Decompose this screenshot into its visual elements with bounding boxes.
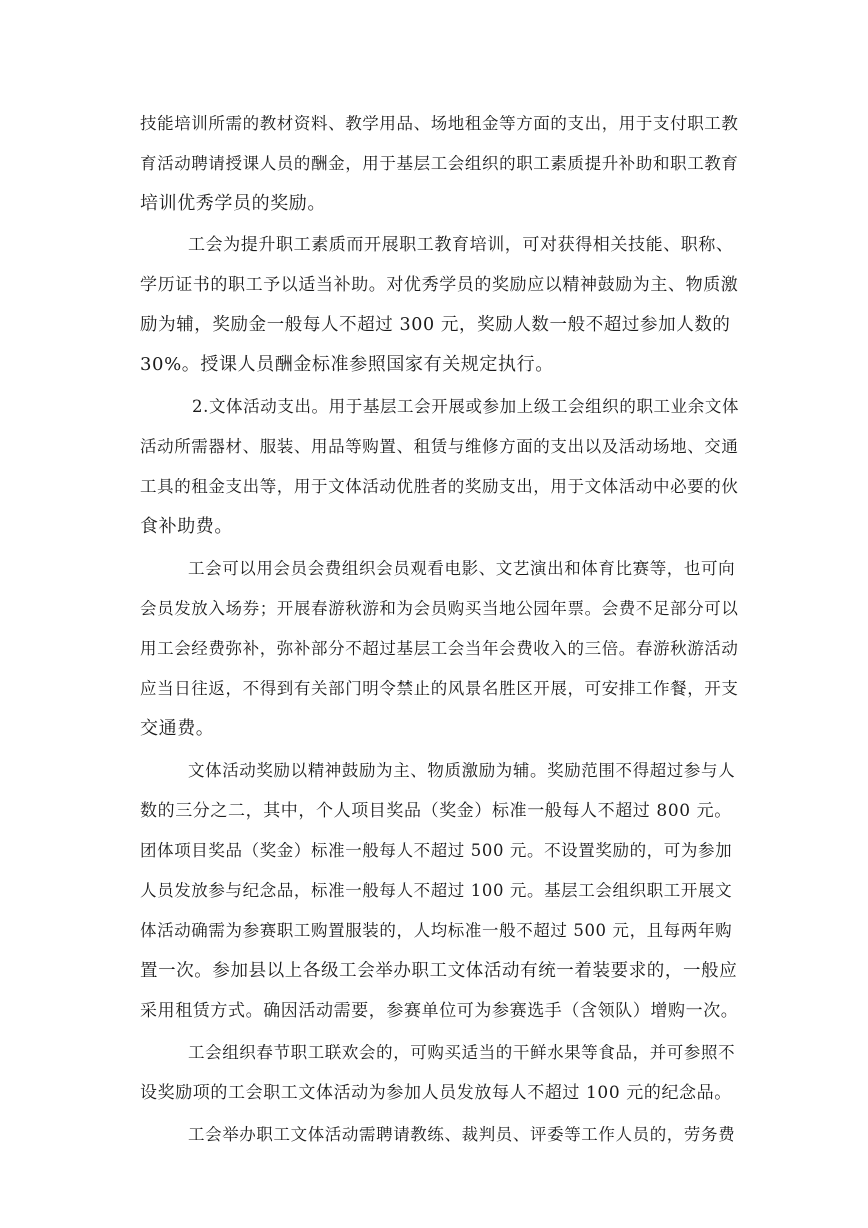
text-line: 交通费。: [140, 718, 215, 739]
text-line: 会员发放入场券；开展春游秋游和为会员购买当地公园年票。会费不足部分可以: [140, 599, 739, 618]
text-line: 育活动聘请授课人员的酬金，用于基层工会组织的职工素质提升补助和职工教育: [140, 154, 739, 173]
text-line: 2.文体活动支出。用于基层工会开展或参加上级工会组织的职工业余文体: [192, 397, 740, 416]
text-line: 工会为提升职工素质而开展职工教育培训，可对获得相关技能、职称、: [188, 235, 734, 255]
text-line: 励为辅，奖励金一般每人不超过 300 元，奖励人数一般不超过参加人数的: [140, 315, 731, 335]
text-line: 30%。授课人员酬金标准参照国家有关规定执行。: [140, 354, 554, 375]
text-line: 学历证书的职工予以适当补助。对优秀学员的奖励应以精神鼓励为主、物质激: [140, 275, 739, 295]
text-line: 食补助费。: [140, 516, 233, 537]
text-line: 工会可以用会员会费组织会员观看电影、文艺演出和体育比赛等，也可向: [188, 559, 736, 578]
text-line: 数的三分之二，其中，个人项目奖品（奖金）标准一般每人不超过 800 元。: [140, 801, 732, 821]
text-line: 人员发放参与纪念品，标准一般每人不超过 100 元。基层工会组织职工开展文: [140, 881, 733, 900]
text-line: 工会举办职工文体活动需聘请教练、裁判员、评委等工作人员的，劳务费: [188, 1125, 736, 1144]
text-line: 技能培训所需的教材资料、教学用品、场地租金等方面的支出，用于支付职工教: [140, 114, 739, 133]
text-line: 用工会经费弥补，弥补部分不超过基层工会当年会费收入的三倍。春游秋游活动: [140, 639, 739, 658]
text-line: 置一次。参加县以上各级工会举办职工文体活动有统一着装要求的，一般应: [140, 961, 738, 981]
text-line: 体活动确需为参赛职工购置服装的，人均标准一般不超过 500 元，且每两年购: [140, 921, 733, 940]
text-line: 设奖励项的工会职工文体活动为参加人员发放每人不超过 100 元的纪念品。: [140, 1083, 732, 1103]
text-line: 文体活动奖励以精神鼓励为主、物质激励为辅。奖励范围不得超过参与人: [188, 761, 736, 780]
text-line: 培训优秀学员的奖励。: [140, 193, 326, 214]
text-line: 活动所需器材、服装、用品等购置、租赁与维修方面的支出以及活动场地、交通: [140, 437, 739, 456]
text-line: 工具的租金支出等，用于文体活动优胜者的奖励支出，用于文体活动中必要的伙: [140, 477, 739, 496]
text-line: 团体项目奖品（奖金）标准一般每人不超过 500 元。不设置奖励的，可为参加: [140, 841, 733, 860]
text-line: 应当日往返，不得到有关部门明令禁止的风景名胜区开展，可安排工作餐，开支: [140, 679, 739, 698]
text-line: 采用租赁方式。确因活动需要，参赛单位可为参赛选手（含领队）增购一次。: [140, 1001, 739, 1021]
text-line: 工会组织春节职工联欢会的，可购买适当的干鲜水果等食品，并可参照不: [188, 1043, 736, 1062]
